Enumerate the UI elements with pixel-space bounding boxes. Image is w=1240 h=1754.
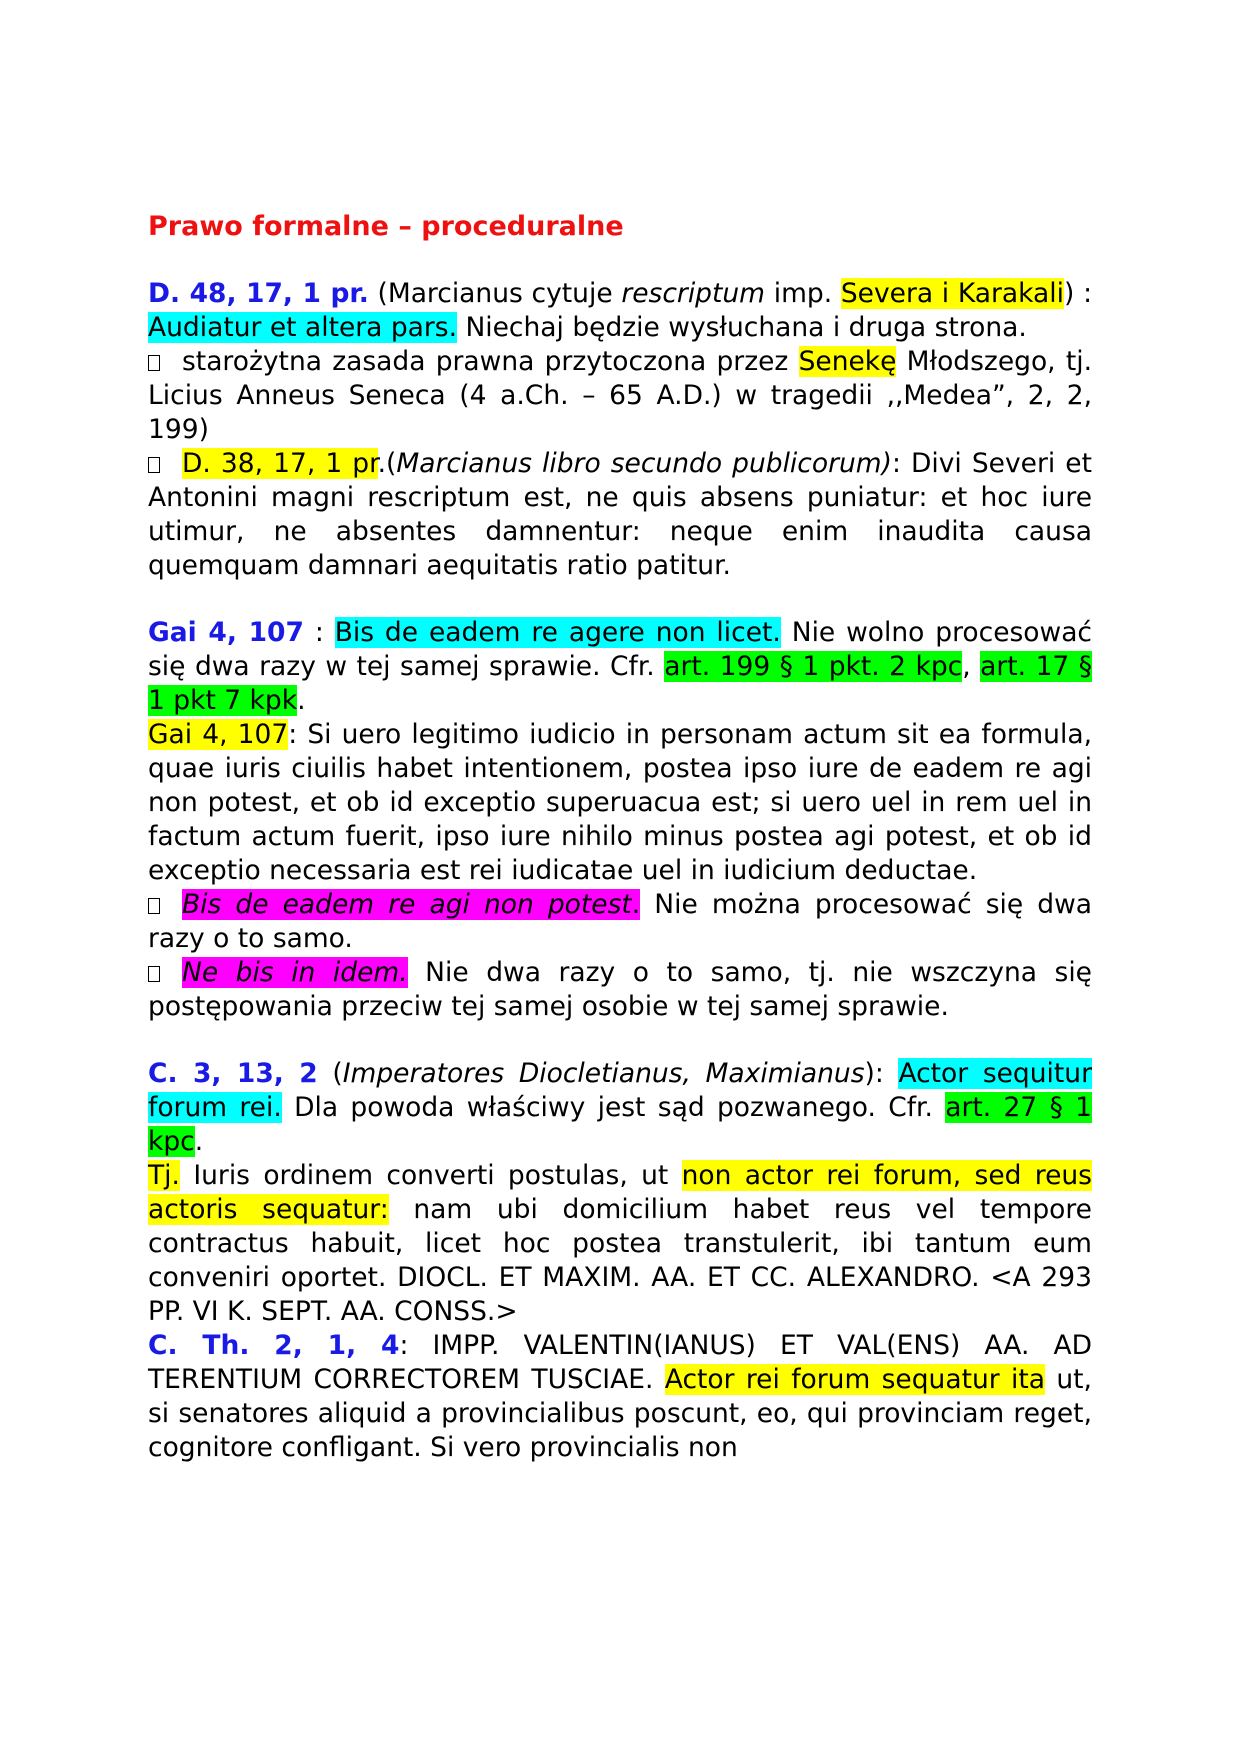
highlight-magenta: . [631,889,641,920]
text: : Divi Severi et Antonini magni rescriptum est, ne quis absens puniatur: et hoc iure utimur, ne absentes damnentur: neque enim inaudita causa quemquam damnari aequitatis ratio patitur. [148,448,1092,581]
highlight-yellow: Severa i Karakali [840,278,1065,309]
text: , [962,651,981,682]
bullet-box-icon [148,457,160,473]
paragraph-cth [148,1329,1092,1465]
bullet-box-icon [148,966,160,982]
text: (Marcianus cytuje [368,278,622,309]
bullet-item [148,956,1092,1024]
text: Nie wolno procesować się dwa razy w tej samej sprawie. Cfr. [148,617,1093,682]
text: . [194,1126,204,1157]
highlight-yellow: Actor rei forum sequatur ita [664,1364,1046,1395]
bullet-box-icon [148,898,160,914]
text: Dla powoda właściwy jest sąd pozwanego. Cfr. [281,1092,946,1123]
page-title: Prawo formalne – proceduralne [148,211,624,242]
highlight-cyan: Audiatur et altera pars. [148,312,458,343]
paragraph-actor-sequitur [148,1057,1092,1159]
text: ) : [1064,278,1092,309]
highlight-green: art. 17 § 1 pkt 7 kpk [148,651,1093,716]
text: Niechaj będzie wysłuchana i druga strona. [457,312,1027,343]
text: ): [864,1058,899,1089]
highlight-green: art. 27 § 1 kpc [148,1092,1093,1157]
text: Nie można procesować się dwa razy o to samo. [148,889,1092,954]
paragraph-gai-text [148,718,1092,888]
italic-text: Marcianus libro secundo publicorum) [396,448,892,479]
highlight-yellow: Senekę [798,346,897,377]
text: ut, si senatores aliquid a provincialibus poscunt, eo, qui provinciam reget, cognitore confligant. Si vero provincialis non [148,1364,1092,1463]
highlight-cyan: Actor sequitur forum rei. [148,1058,1092,1123]
text: nam ubi domicilium habet reus vel tempore contractus habuit, licet hoc postea transtulerit, ibi tantum eum conveniri oportet. DIOCL. ET MAXIM. AA. ET CC. ALEXANDRO. <A 293 PP. VI K. SEPT. AA. CONSS.> [148,1194,1092,1327]
text: Młodszego, tj. Licius Anneus Seneca (4 a.Ch. – 65 A.D.) w tragedii ,,Medea”, 2, 2, 199) [148,346,1092,445]
highlight-magenta: Ne bis in idem. [182,957,408,988]
highlight-yellow: Gai 4, 107 [148,719,289,750]
paragraph-audiatur [148,277,1092,345]
citation-ref: C. 3, 13, 2 [148,1058,318,1089]
citation-ref: C. Th. 2, 1, 4 [148,1330,400,1361]
text: .( [377,448,397,479]
highlight-yellow: Tj. [148,1160,180,1191]
bullet-item [148,447,1092,583]
bullet-item [148,345,1092,447]
paragraph-iuris-ordinem [148,1159,1092,1329]
text: : Si uero legitimo iudicio in personam actum sit ea formula, quae iuris ciuilis habet intentionem, postea ipso iure de eadem re agi non potest, et ob id exceptio superuacua est; si uero uel in rem uel in factum actum fuerit, ipso iure nihilo minus postea agi potest, et ob id exceptio necessaria est rei iudicatae uel in iudicium deductae. [148,719,1092,886]
text: : [303,617,335,648]
text: . [297,685,306,716]
text: Iuris ordinem converti postulas, ut [179,1160,682,1191]
highlight-magenta: Bis de eadem re agi non potest [182,889,632,920]
text: imp. [765,278,841,309]
paragraph-bis-de-eadem [148,616,1092,718]
document-page [148,210,1092,1465]
italic-text: Imperatores Diocletianus, Maximianus [342,1058,865,1089]
text: Nie dwa razy o to samo, tj. nie wszczyna się postępowania przeciw tej samej osobie w tej samej sprawie. [148,957,1092,1022]
citation-ref: Gai 4, 107 [148,617,304,648]
italic-text: rescriptum [621,278,765,309]
highlight-yellow: non actor rei forum, sed reus actoris sequatur: [148,1160,1092,1225]
text: : IMPP. VALENTIN(IANUS) ET VAL(ENS) AA. AD TERENTIUM CORRECTOREM TUSCIAE. [148,1330,1092,1395]
bullet-item [148,888,1092,956]
highlight-yellow: D. 38, 17, 1 pr [182,448,378,479]
highlight-cyan: Bis de eadem re agere non licet. [334,617,781,648]
highlight-green: art. 199 § 1 pkt. 2 kpc [664,651,963,682]
text: starożytna zasada prawna przytoczona przez [182,346,799,377]
text: ( [317,1058,343,1089]
citation-ref: D. 48, 17, 1 pr. [148,278,369,309]
bullet-box-icon [148,355,160,371]
